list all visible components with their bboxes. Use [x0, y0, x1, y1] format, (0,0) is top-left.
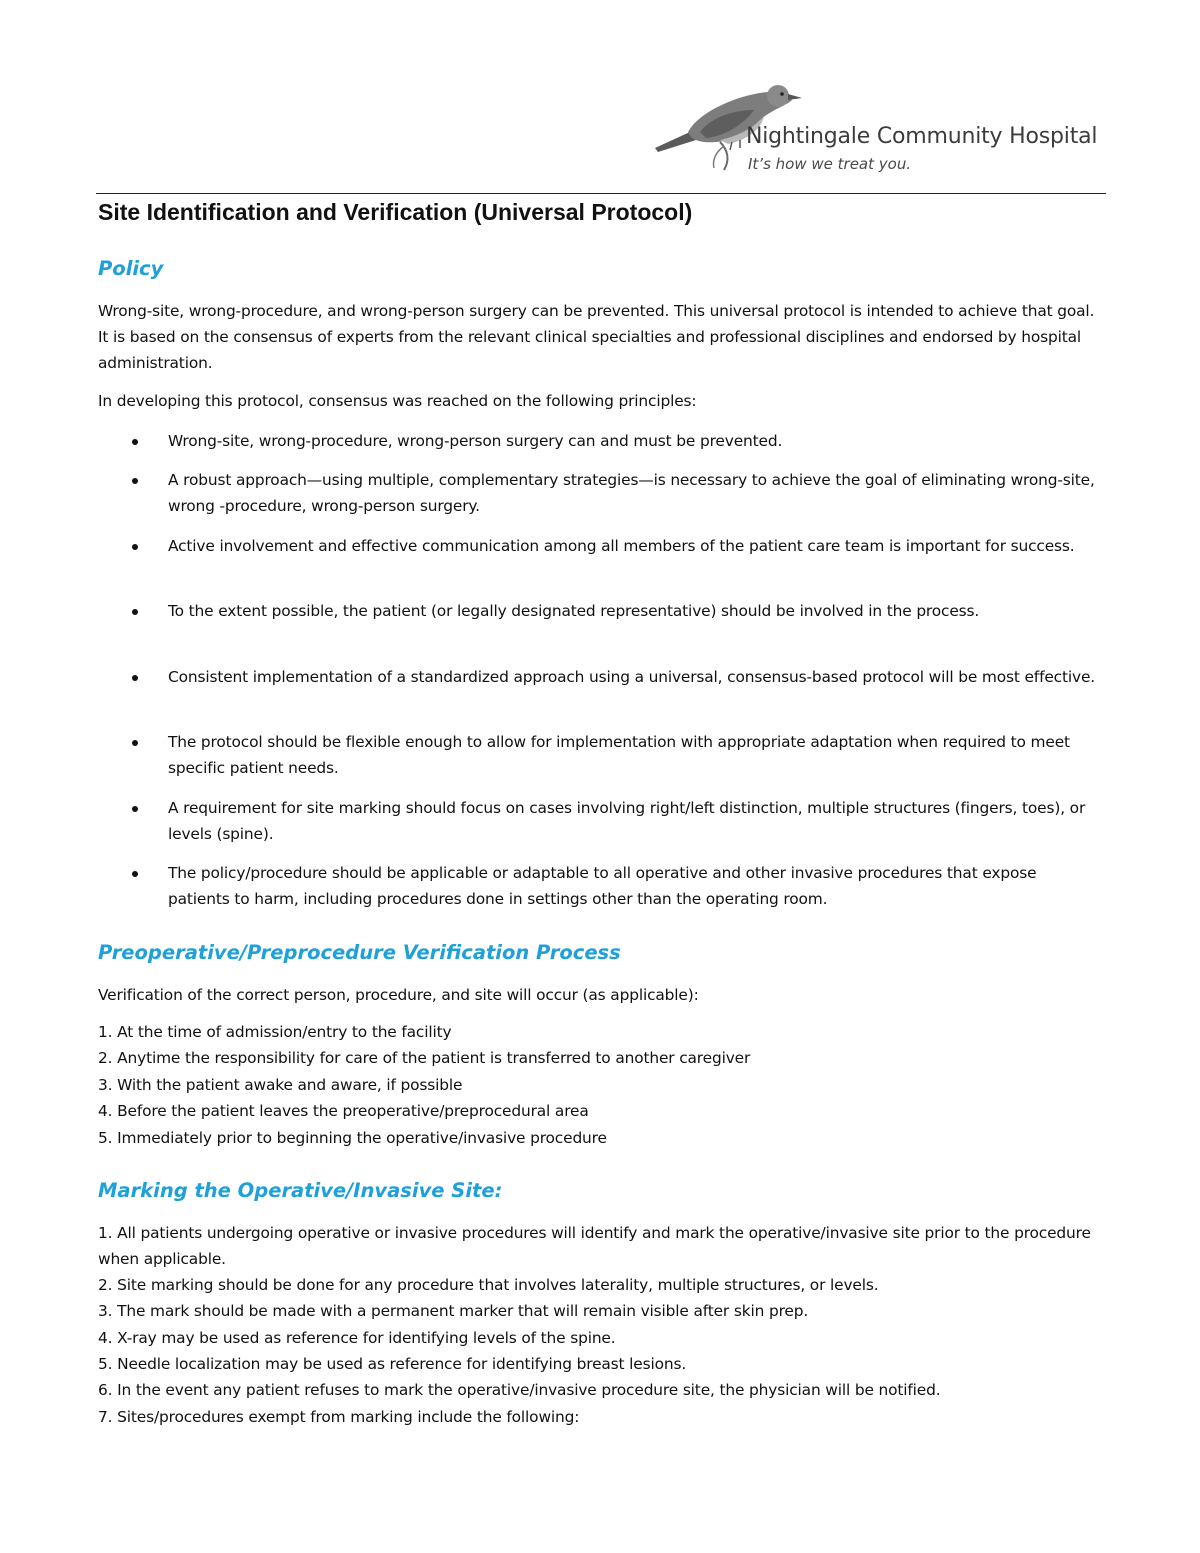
policy-intro: Wrong-site, wrong-procedure, and wrong-person surgery can be prevented. This universal protocol is intended to achieve that goal. It is based on the consensus of experts from the relevant clinical specialties and professional disciplines and endorsed by hospital administration.	[98, 302, 1095, 372]
list-item: A robust approach—using multiple, complementary strategies—is necessary to achieve the goal of eliminating wrong-site, wrong -procedure, wrong-person surgery.	[168, 467, 1098, 519]
list-item: 2. Site marking should be done for any procedure that involves laterality, multiple structures, or levels.	[98, 1276, 879, 1294]
list-item: 3. With the patient awake and aware, if possible	[98, 1076, 463, 1094]
list-item: 3. The mark should be made with a permanent marker that will remain visible after skin prep.	[98, 1302, 809, 1320]
list-item: 1. At the time of admission/entry to the facility	[98, 1023, 452, 1041]
bullet-icon	[132, 806, 138, 812]
list-item: A requirement for site marking should focus on cases involving right/left distinction, multiple structures (fingers, toes), or levels (spine).	[168, 795, 1098, 847]
list-item: 1. All patients undergoing operative or invasive procedures will identify and mark the operative/invasive site prior to the procedure when applicable.	[98, 1224, 1091, 1268]
bullet-icon	[132, 675, 138, 681]
header-divider	[96, 193, 1106, 194]
list-item: 7. Sites/procedures exempt from marking include the following:	[98, 1408, 580, 1426]
list-item: 2. Anytime the responsibility for care of the patient is transferred to another caregiver	[98, 1049, 751, 1067]
list-item: The protocol should be flexible enough to allow for implementation with appropriate adaptation when required to meet specific patient needs.	[168, 729, 1098, 781]
hospital-tagline: It’s how we treat you.	[748, 155, 912, 173]
verification-lead: Verification of the correct person, procedure, and site will occur (as applicable):	[98, 986, 699, 1004]
list-item: To the extent possible, the patient (or legally designated representative) should be involved in the process.	[168, 598, 1098, 624]
list-item: 6. In the event any patient refuses to mark the operative/invasive procedure site, the physician will be notified.	[98, 1381, 941, 1399]
bullet-icon	[132, 478, 138, 484]
document-title: Site Identification and Verification (Universal Protocol)	[98, 199, 693, 225]
hospital-logo	[650, 80, 1110, 180]
principles-lead: In developing this protocol, consensus was reached on the following principles:	[98, 392, 697, 410]
bullet-icon	[132, 609, 138, 615]
list-item: Consistent implementation of a standardized approach using a universal, consensus-based protocol will be most effective.	[168, 664, 1098, 690]
list-item: 5. Needle localization may be used as reference for identifying breast lesions.	[98, 1355, 687, 1373]
list-item: 5. Immediately prior to beginning the operative/invasive procedure	[98, 1129, 607, 1147]
bullet-icon	[132, 740, 138, 746]
list-item: The policy/procedure should be applicable or adaptable to all operative and other invasive procedures that expose patients to harm, including procedures done in settings other than the operating room.	[168, 860, 1098, 912]
list-item: 4. X-ray may be used as reference for identifying levels of the spine.	[98, 1329, 616, 1347]
policy-heading: Policy	[98, 257, 164, 280]
marking-heading: Marking the Operative/Invasive Site:	[98, 1179, 503, 1202]
bullet-icon	[132, 871, 138, 877]
verification-heading: Preoperative/Preprocedure Verification Process	[98, 941, 621, 964]
hospital-name: Nightingale Community Hospital	[746, 124, 1098, 149]
list-item: Active involvement and effective communication among all members of the patient care team is important for success.	[168, 533, 1098, 559]
list-item: 4. Before the patient leaves the preoperative/preprocedural area	[98, 1102, 589, 1120]
bullet-icon	[132, 544, 138, 550]
bullet-icon	[132, 439, 138, 445]
list-item: Wrong-site, wrong-procedure, wrong-person surgery can and must be prevented.	[168, 428, 1098, 454]
